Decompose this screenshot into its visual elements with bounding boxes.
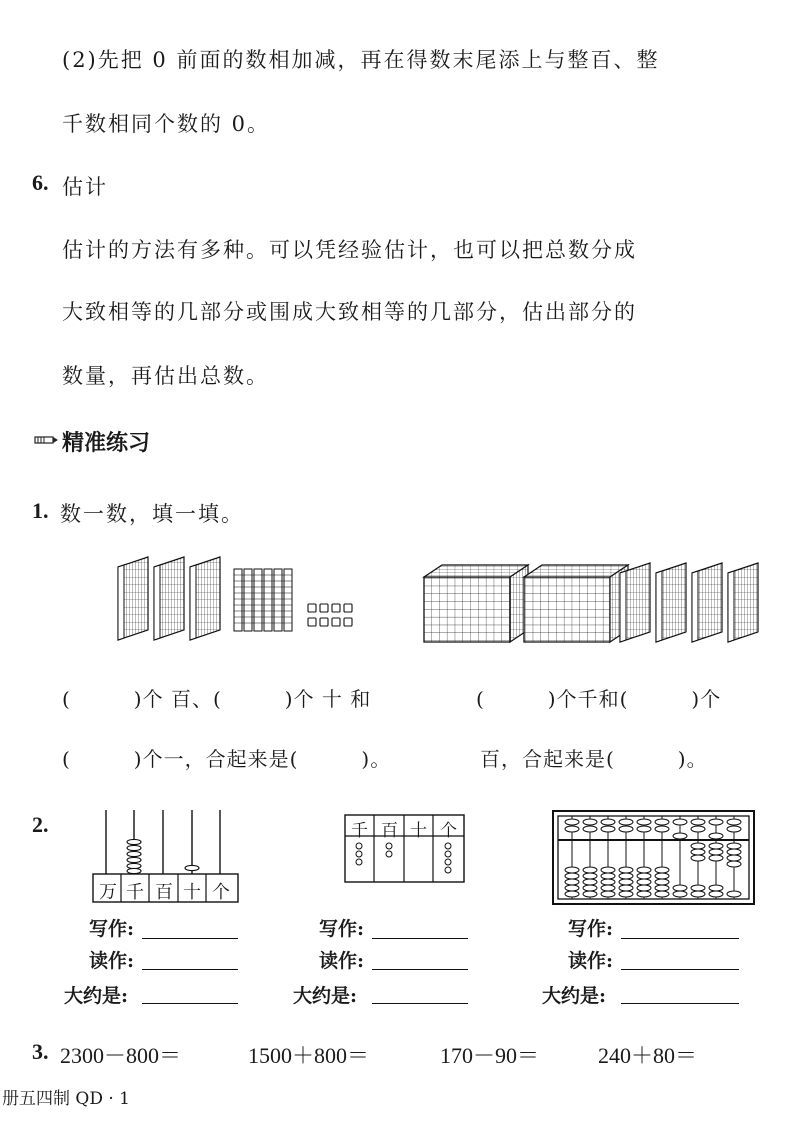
- q2-col3-approx-blank[interactable]: [621, 1003, 739, 1004]
- q1-prompt: 数一数，填一填。: [60, 502, 244, 526]
- q2-col1-approx-label: 大约是:: [64, 985, 129, 1007]
- abacus1-place-bai: 百: [155, 882, 173, 903]
- abacus1-place-ge: 个: [212, 882, 230, 903]
- q2-col1-write-blank[interactable]: [142, 938, 238, 939]
- section-6-number: 6.: [32, 170, 49, 195]
- practice-title: 精准练习: [62, 430, 151, 456]
- hundred-flat: [656, 563, 686, 642]
- q2-col1-approx-blank[interactable]: [142, 1003, 238, 1004]
- intro-line-1: (2)先把 0 前面的数相加减，再在得数末尾添上与整百、整: [62, 48, 660, 72]
- section-6-body-1: 估计的方法有多种。可以凭经验估计，也可以把总数分成: [62, 238, 637, 262]
- q2-col3-read-label: 读作:: [568, 950, 614, 972]
- q2-number: 2.: [32, 812, 49, 837]
- unit-cubes: [308, 604, 352, 626]
- table-place-qian: 千: [351, 821, 368, 841]
- q3-number: 3.: [32, 1039, 49, 1064]
- q3-expression-4: 240＋80＝: [598, 1043, 698, 1068]
- thousand-cube: [424, 565, 528, 642]
- q2-col1-read-label: 读作:: [89, 950, 135, 972]
- q2-col1-read-blank[interactable]: [142, 969, 238, 970]
- table-place-bai: 百: [381, 821, 398, 841]
- q2-col3-read-blank[interactable]: [621, 969, 739, 970]
- intro-line-2: 千数相同个数的 0。: [62, 112, 271, 136]
- section-6-body-2: 大致相等的几部分或围成大致相等的几部分，估出部分的: [62, 300, 637, 324]
- q2-col1-write-label: 写作:: [89, 918, 135, 940]
- hundred-flat: [118, 557, 148, 640]
- q1-right-row-1[interactable]: ( )个千和( )个: [476, 687, 722, 711]
- section-6-title: 估计: [62, 175, 108, 199]
- q3-expression-2: 1500＋800＝: [248, 1043, 370, 1068]
- q2-col3-write-label: 写作:: [568, 918, 614, 940]
- q1-left-row-1[interactable]: ( )个 百、( )个 十 和: [62, 687, 372, 711]
- hundred-flat: [190, 557, 220, 640]
- q1-number: 1.: [32, 498, 49, 523]
- q2-col2-read-blank[interactable]: [372, 969, 468, 970]
- table-place-shi: 十: [410, 821, 427, 841]
- q2-col3-approx-label: 大约是:: [542, 985, 607, 1007]
- q3-expression-3: 170－90＝: [440, 1043, 540, 1068]
- hundred-flat: [620, 563, 650, 642]
- abacus1-place-wan: 万: [99, 882, 117, 903]
- q1-left-row-2[interactable]: ( )个一，合起来是( )。: [62, 747, 392, 771]
- table-place-ge: 个: [440, 821, 457, 841]
- abacus1-place-qian: 千: [126, 882, 144, 903]
- hundred-flat: [154, 557, 184, 640]
- q2-col2-approx-blank[interactable]: [372, 1003, 468, 1004]
- q2-col2-write-label: 写作:: [319, 918, 365, 940]
- suanpan-abacus: [552, 810, 756, 906]
- section-6-body-3: 数量，再估出总数。: [62, 364, 269, 388]
- q2-col2-approx-label: 大约是:: [293, 985, 358, 1007]
- abacus1-place-shi: 十: [183, 882, 201, 903]
- q1-blocks-figure: [112, 555, 772, 655]
- q2-col2-write-blank[interactable]: [372, 938, 468, 939]
- page-footer: 册五四制 QD · 1: [2, 1089, 130, 1109]
- q1-right-row-2[interactable]: 百，合起来是( )。: [480, 747, 708, 771]
- ten-rods: [234, 569, 292, 631]
- q3-expression-1: 2300－800＝: [60, 1043, 182, 1068]
- hundred-flat: [728, 563, 758, 642]
- hundred-flat: [692, 563, 722, 642]
- q2-col3-write-blank[interactable]: [621, 938, 739, 939]
- pencil-icon: [33, 433, 59, 447]
- q2-col2-read-label: 读作:: [319, 950, 365, 972]
- thousand-cube: [524, 565, 628, 642]
